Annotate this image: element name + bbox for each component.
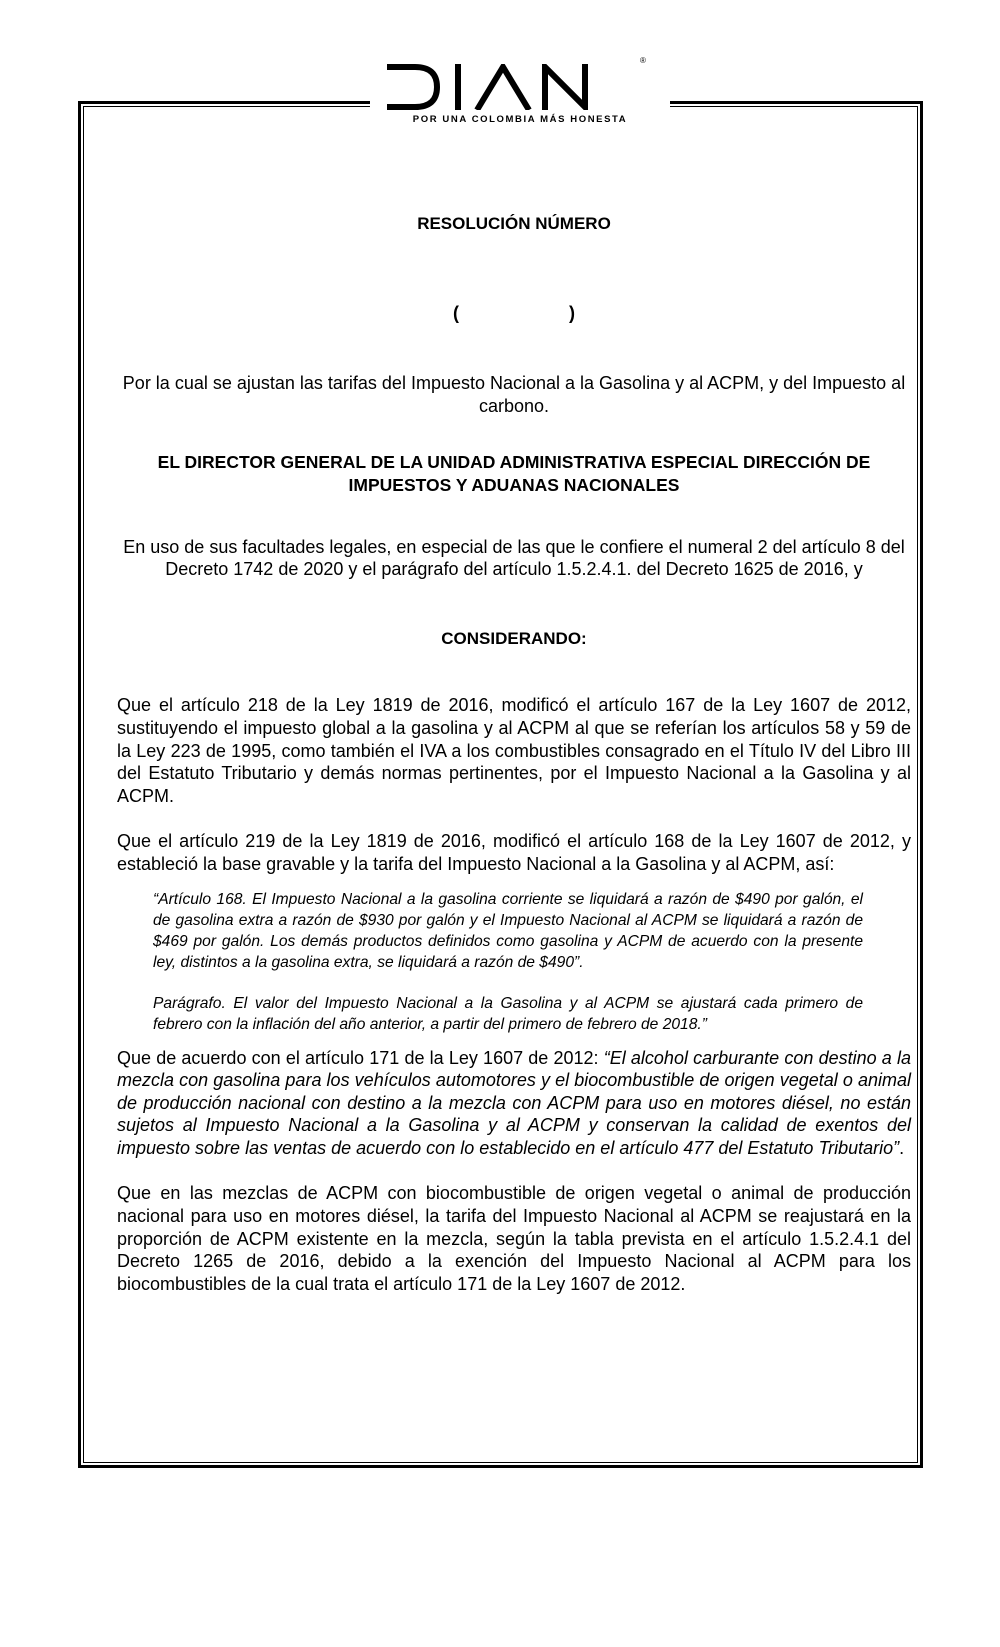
paragraph-3-end: . — [899, 1137, 905, 1158]
quote-article-168: “Artículo 168. El Impuesto Nacional a la gasolina corriente se liquidará a razón de $490 por galón, el de gasolina extra a razón de $930 por galón y el Impuesto Nacional al ACPM se liquidará a razón de $469 por galón. Los demás productos definidos como gasolina y ACPM de acuerdo con la presente ley, distintos a la gasolina extra, se liquidará a razón de $490”. — [153, 890, 863, 971]
paragraph-4: Que en las mezclas de ACPM con biocombustible de origen vegetal o animal de producción nacional para uso en motores diésel, la tarifa del Impuesto Nacional al ACPM se reajustará en la proporción de ACPM existente en la mezcla, según la tabla prevista en el artículo 1.5.2.4.1 del Decreto 1265 de 2016, debido a la exención del Impuesto Nacional al ACPM para los biocombustibles de la cual trata el artículo 171 de la Ley 1607 de 2012. — [117, 1183, 911, 1294]
quote-paragrafo: Parágrafo. El valor del Impuesto Nacional a la Gasolina y al ACPM se ajustará cada primero de febrero con la inflación del año anterior, a partir del primero de febrero de 2018.” — [153, 994, 863, 1033]
paragraph-3-lead: Que de acuerdo con el artículo 171 de la Ley 1607 de 2012: — [117, 1047, 604, 1068]
issuer-heading: EL DIRECTOR GENERAL DE LA UNIDAD ADMINISTRATIVA ESPECIAL DIRECCIÓN DE IMPUESTOS Y ADUANAS NACIONALES — [157, 452, 871, 495]
paren-open: ( — [453, 302, 459, 323]
dian-logo-wordmark — [385, 64, 635, 110]
document-body — [117, 200, 911, 1295]
resolution-title: RESOLUCIÓN NÚMERO — [417, 214, 611, 233]
legal-powers: En uso de sus facultades legales, en especial de las que le confiere el numeral 2 del artículo 8 del Decreto 1742 de 2020 y el parágrafo del artículo 1.5.2.4.1. del Decreto 1625 de 2016, y — [123, 536, 905, 580]
paragraph-1: Que el artículo 218 de la Ley 1819 de 2016, modificó el artículo 167 de la Ley 1607 de 2012, sustituyendo el impuesto global a la gasolina y al ACPM al que se referían los artículos 58 y 59 de la Ley 223 de 1995, como también el IVA a los combustibles consagrado en el Título IV del Libro III del Estatuto Tributario y demás normas pertinentes, por el Impuesto Nacional a la Gasolina y al ACPM. — [117, 695, 911, 806]
resolution-subject: Por la cual se ajustan las tarifas del Impuesto Nacional a la Gasolina y al ACPM, y del Impuesto al carbono. — [122, 373, 906, 416]
resolution-number-placeholder — [117, 302, 911, 325]
dian-logo — [370, 56, 670, 136]
logo-tagline: POR UNA COLOMBIA MÁS HONESTA — [412, 114, 628, 125]
paragraph-3 — [117, 1047, 911, 1160]
registered-mark: ® — [640, 56, 646, 65]
paragraph-2: Que el artículo 219 de la Ley 1819 de 2016, modificó el artículo 168 de la Ley 1607 de 2012, y estableció la base gravable y la tarifa del Impuesto Nacional a la Gasolina y al ACPM, así: — [117, 831, 911, 874]
paragraph-3-quote: “El alcohol carburante con destino a la mezcla con gasolina para los vehículos automotores y el biocombustible de origen vegetal o animal de producción nacional con destino a la mezcla con ACPM para uso en motores diésel, no están sujetos al Impuesto Nacional a la Gasolina y al ACPM y conservan la calidad de exentos del impuesto sobre las ventas de acuerdo con lo establecido en el artículo 477 del Estatuto Tributario” — [117, 1047, 912, 1158]
paren-close: ) — [569, 302, 575, 323]
considering-heading: CONSIDERANDO: — [441, 628, 587, 648]
